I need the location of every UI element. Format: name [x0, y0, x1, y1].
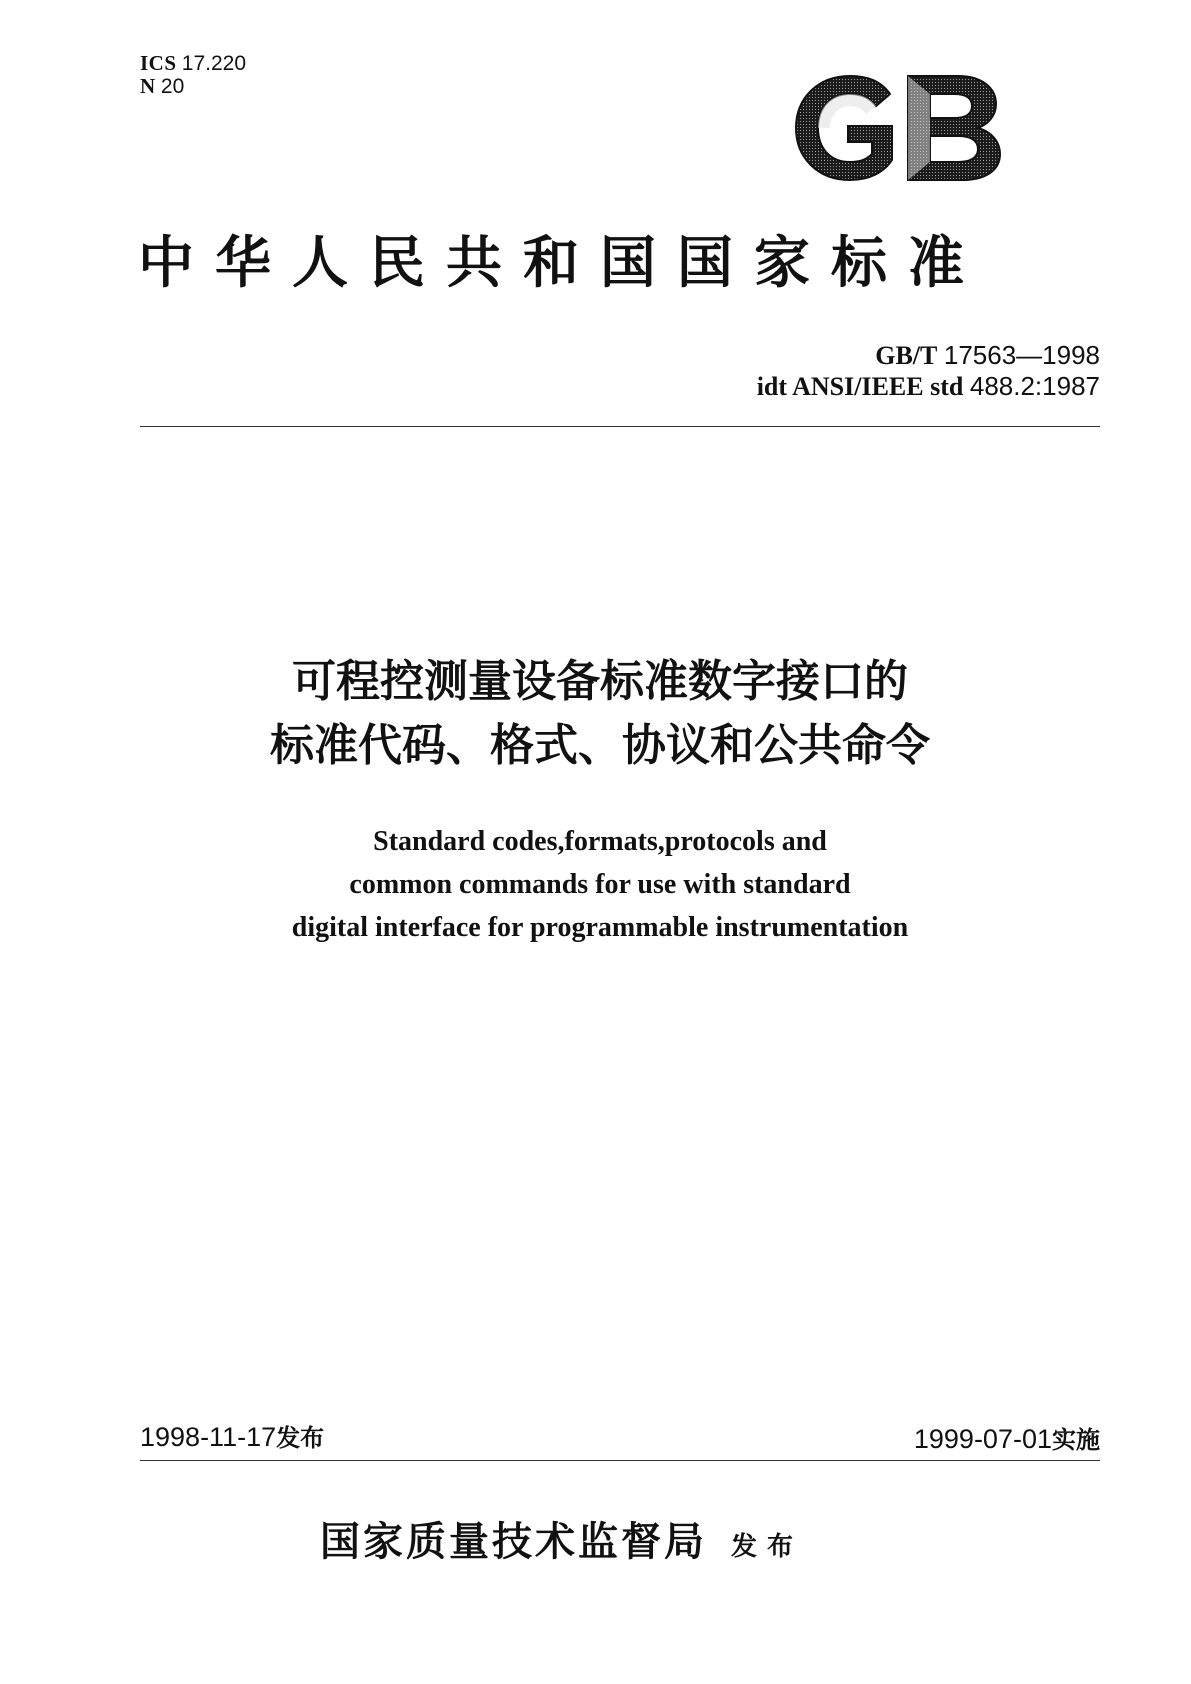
standard-number-block [620, 340, 1100, 402]
chinese-title-line-2: 标准代码、格式、协议和公共命令 [270, 720, 930, 771]
gb-logo-icon [790, 72, 1005, 184]
issue-date-value: 1998-11-17 [140, 1422, 277, 1452]
gb-logo [790, 72, 1005, 184]
issue-date-label: 发布 [276, 1424, 325, 1452]
ccs-label: N [140, 74, 156, 98]
english-title-line-1: Standard codes,formats,protocols and [373, 826, 827, 857]
publisher-organization: 国家质量技术监督局 [320, 1518, 707, 1565]
gb-number-prefix: GB/T [875, 341, 938, 370]
ics-label: ICS [140, 51, 177, 75]
publisher-label: 发布 [731, 1532, 804, 1562]
gb-number [620, 340, 1100, 371]
national-standard-title: 中华人民共和国国家标准 [138, 230, 985, 296]
idt-prefix: idt ANSI/IEEE std [756, 372, 964, 401]
implementation-date [720, 1422, 1100, 1457]
publisher [320, 1510, 960, 1567]
ccs-code [140, 75, 246, 98]
idt-value: 488.2:1987 [969, 371, 1100, 401]
english-title-line-3: digital interface for programmable instrumentation [291, 912, 909, 943]
classification-codes [140, 52, 246, 98]
header-divider [140, 426, 1100, 427]
idt-number [620, 371, 1100, 402]
footer-divider [140, 1460, 1100, 1461]
ics-value: 17.220 [181, 52, 247, 75]
issue-date [140, 1420, 324, 1455]
english-title [150, 820, 1050, 949]
ccs-value: 20 [160, 75, 185, 98]
english-title-line-2: common commands for use with standard [349, 869, 851, 900]
gb-number-value: 17563—1998 [943, 340, 1100, 370]
implementation-date-value: 1999-07-01 [913, 1424, 1052, 1454]
chinese-title [150, 650, 1050, 778]
ics-code [140, 52, 246, 75]
implementation-date-label: 实施 [1052, 1426, 1100, 1454]
chinese-title-line-1: 可程控测量设备标准数字接口的 [292, 656, 908, 707]
